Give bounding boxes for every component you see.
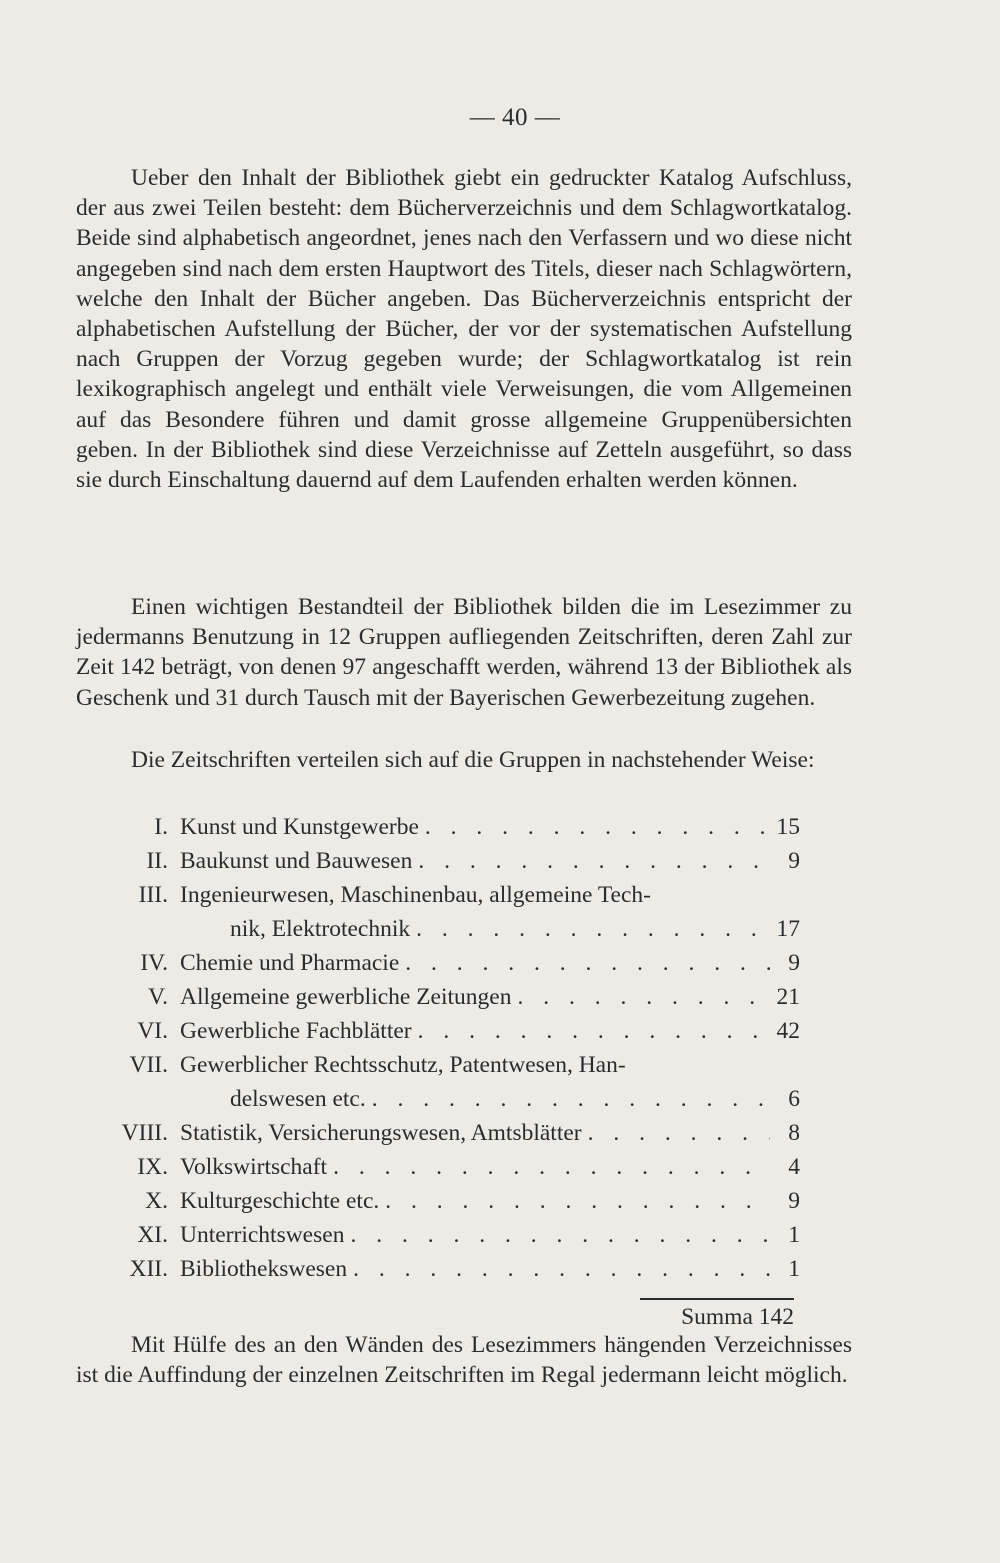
group-label-line2: nik, Elektrotechnik	[230, 916, 411, 942]
group-count: 42	[776, 1018, 800, 1044]
paragraph-distribution-intro	[76, 745, 852, 775]
group-count: 1	[788, 1256, 800, 1282]
summa-total: Summa 142	[640, 1298, 794, 1332]
group-row	[100, 1014, 800, 1048]
group-count: 1	[788, 1222, 800, 1248]
group-row	[100, 878, 800, 946]
paragraph-catalog	[76, 163, 852, 495]
group-number: I.	[154, 814, 168, 840]
group-row	[100, 1218, 800, 1252]
group-count: 15	[776, 814, 800, 840]
paragraph-periodicals	[76, 592, 852, 713]
group-label: Volkswirtschaft	[180, 1154, 328, 1180]
page-number: — 40 —	[469, 104, 561, 131]
group-label: Gewerbliche Fachblätter	[180, 1018, 412, 1044]
group-row	[100, 980, 800, 1014]
group-label: Allgemeine gewerbliche Zeitungen	[180, 984, 512, 1010]
group-number: IV.	[140, 950, 168, 976]
group-count: 6	[788, 1086, 800, 1112]
group-row	[100, 1252, 800, 1286]
group-row	[100, 1048, 800, 1116]
group-label: Bibliothekswesen	[180, 1256, 348, 1282]
group-number: V.	[148, 984, 168, 1010]
paragraph-text: Die Zeitschriften verteilen sich auf die Gruppen in nachstehender Weise:	[131, 747, 815, 773]
group-row	[100, 946, 800, 980]
group-label-line1: Gewerblicher Rechtsschutz, Patentwesen, Han-	[180, 1052, 626, 1078]
group-label: Unterrichtswesen	[180, 1222, 345, 1248]
group-count: 9	[788, 1188, 800, 1214]
group-count: 21	[776, 984, 800, 1010]
group-number: XII.	[129, 1256, 168, 1282]
group-row	[100, 844, 800, 878]
leader-dots	[412, 1014, 770, 1048]
leader-dots	[366, 1082, 770, 1116]
group-row	[100, 1116, 800, 1150]
leader-dots	[379, 1184, 770, 1218]
leader-dots	[347, 1252, 770, 1286]
group-label: Kunst und Kunstgewerbe	[180, 814, 419, 840]
group-label-line1: Ingenieurwesen, Maschinenbau, allgemeine Tech-	[180, 882, 651, 908]
paragraph-text: Einen wichtigen Bestandteil der Bibliothek bilden die im Lesezimmer zu jedermanns Benutzung in 12 Gruppen aufliegenden Zeitschriften, deren Zahl zur Zeit 142 beträgt, von denen 97 angeschafft werden, während 13 der Bibliothek als Geschenk und 31 durch Tausch mit der Bayerischen Gewerbezeitung zugehen.	[76, 594, 852, 711]
group-number: XI.	[137, 1222, 168, 1248]
leader-dots	[419, 810, 770, 844]
leader-dots	[412, 844, 770, 878]
group-label: Chemie und Pharmacie	[180, 950, 400, 976]
group-list	[100, 810, 800, 1286]
group-label: Statistik, Versicherungswesen, Amtsblätter	[180, 1120, 582, 1146]
group-row	[100, 810, 800, 844]
group-number: VIII.	[121, 1120, 168, 1146]
paragraph-text: Mit Hülfe des an den Wänden des Lesezimmers hängenden Verzeichnisses ist die Auffindung der einzelnen Zeitschriften im Regal jedermann leicht möglich.	[76, 1332, 852, 1389]
group-count: 9	[788, 848, 800, 874]
group-count: 17	[776, 916, 800, 942]
group-count: 4	[788, 1154, 800, 1180]
leader-dots	[410, 912, 770, 946]
leader-dots	[344, 1218, 770, 1252]
group-label: Baukunst und Bauwesen	[180, 848, 413, 874]
group-number: II.	[146, 848, 168, 874]
group-number: IX.	[137, 1154, 168, 1180]
group-number: III.	[138, 882, 168, 908]
paragraph-text: Ueber den Inhalt der Bibliothek giebt ein gedruckter Katalog Aufschluss, der aus zwei Teilen besteht: dem Bücherverzeichnis und dem Schlagwortkatalog. Beide sind alphabetisch angeordnet, jenes nach den Verfassern und wo diese nicht angegeben sind nach dem ersten Hauptwort des Titels, dieser nach Schlagwörtern, welche den Inhalt der Bücher angeben. Das Bücherverzeichnis entspricht der alphabetischen Aufstellung der Bücher, der vor der systematischen Aufstellung nach Gruppen der Vorzug gegeben wurde; der Schlagwortkatalog ist rein lexikographisch angelegt und enthält viele Verweisungen, die vom Allgemeinen auf das Besondere führen und damit grosse allgemeine Gruppenübersichten geben. In der Bibliothek sind diese Verzeichnisse auf Zetteln ausgeführt, so dass sie durch Einschaltung dauernd auf dem Laufenden erhalten werden können.	[76, 165, 852, 494]
leader-dots	[511, 980, 770, 1014]
group-row	[100, 1184, 800, 1218]
group-number: VII.	[129, 1052, 168, 1078]
paragraph-closing	[76, 1330, 852, 1390]
leader-dots	[327, 1150, 770, 1184]
group-count: 8	[788, 1120, 800, 1146]
leader-dots	[582, 1116, 770, 1150]
group-number: VI.	[137, 1018, 168, 1044]
group-label-line2: delswesen etc.	[230, 1086, 366, 1112]
leader-dots	[399, 946, 770, 980]
group-row	[100, 1150, 800, 1184]
group-count: 9	[788, 950, 800, 976]
group-label: Kulturgeschichte etc.	[180, 1188, 380, 1214]
group-number: X.	[145, 1188, 168, 1214]
